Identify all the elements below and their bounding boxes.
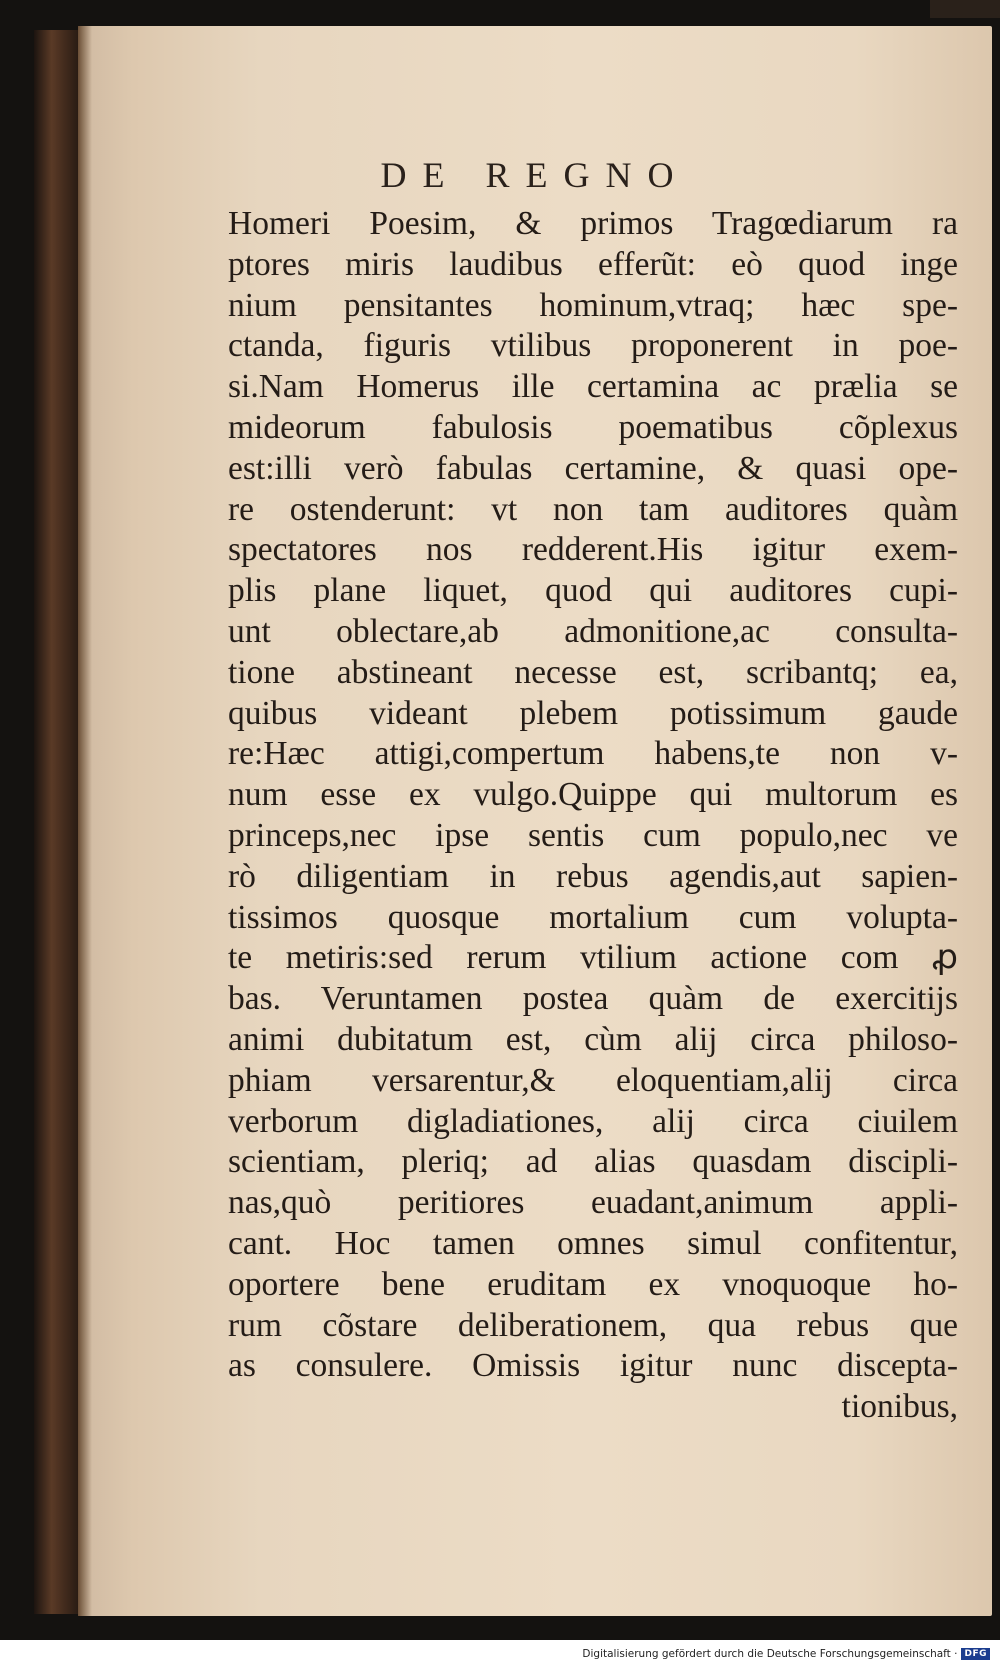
- footer-credit: [582, 1645, 990, 1663]
- text-line: spectatores nos redderent.His igitur exem-: [228, 531, 958, 569]
- text-line: rò diligentiam in rebus agendis,aut sapien-: [228, 857, 958, 895]
- dfg-logo: DFG: [961, 1648, 990, 1660]
- text-line: re:Hæc attigi,compertum habens,te non v-: [228, 735, 958, 773]
- text-line: bas. Veruntamen postea quàm de exercitijs: [228, 980, 958, 1018]
- text-line: mideorum fabulosis poematibus cõplexus: [228, 408, 958, 446]
- text-line: te metiris:sed rerum vtilium actione com ꝓ: [228, 939, 958, 977]
- text-line: animi dubitatum est, cùm alij circa philoso-: [228, 1020, 958, 1058]
- text-line: verborum digladiationes, alij circa ciuilem: [228, 1102, 958, 1140]
- text-line: tionibus,: [841, 1388, 958, 1426]
- scan-corner: [930, 0, 1000, 18]
- page-text: [228, 204, 958, 1428]
- text-line: re ostenderunt: vt non tam auditores quàm: [228, 490, 958, 528]
- text-line: nium pensitantes hominum,vtraq; hæc spe-: [228, 286, 958, 324]
- text-line: est:illi verò fabulas certamine, & quasi ope-: [228, 449, 958, 487]
- text-line: ctanda, figuris vtilibus proponerent in poe-: [228, 327, 958, 365]
- text-line: tissimos quosque mortalium cum volupta-: [228, 898, 958, 936]
- book-page: [78, 26, 992, 1616]
- text-line: princeps,nec ipse sentis cum populo,nec ve: [228, 816, 958, 854]
- running-head: DE REGNO: [380, 155, 690, 195]
- book-spine: [34, 30, 78, 1614]
- text-line: unt oblectare,ab admonitione,ac consulta-: [228, 612, 958, 650]
- text-line: rum cõstare deliberationem, qua rebus que: [228, 1306, 958, 1344]
- text-line: cant. Hoc tamen omnes simul confitentur,: [228, 1224, 958, 1262]
- text-line: num esse ex vulgo.Quippe qui multorum es: [228, 776, 958, 814]
- text-line: oportere bene eruditam ex vnoquoque ho-: [228, 1265, 958, 1303]
- text-line: Homeri Poesim, & primos Tragœdiarum ra: [228, 205, 958, 242]
- text-line: quibus videant plebem potissimum gaude: [228, 694, 958, 732]
- text-line: tione abstineant necesse est, scribantq; ea,: [228, 653, 958, 691]
- text-line: nas,quò peritiores euadant,animum appli-: [228, 1184, 958, 1222]
- footer-credit-text: Digitalisierung gefördert durch die Deutsche Forschungsgemeinschaft ·: [582, 1648, 958, 1660]
- text-line: phiam versarentur,& eloquentiam,alij circa: [228, 1061, 958, 1099]
- text-line: si.Nam Homerus ille certamina ac prælia se: [228, 368, 958, 406]
- text-line: ptores miris laudibus efferũt: eò quod inge: [228, 245, 958, 283]
- text-line: plis plane liquet, quod qui auditores cupi-: [228, 572, 958, 610]
- gutter-shadow: [78, 26, 92, 1616]
- text-line: scientiam, pleriq; ad alias quasdam discipli-: [228, 1143, 958, 1181]
- text-line: as consulere. Omissis igitur nunc discepta-: [228, 1347, 958, 1385]
